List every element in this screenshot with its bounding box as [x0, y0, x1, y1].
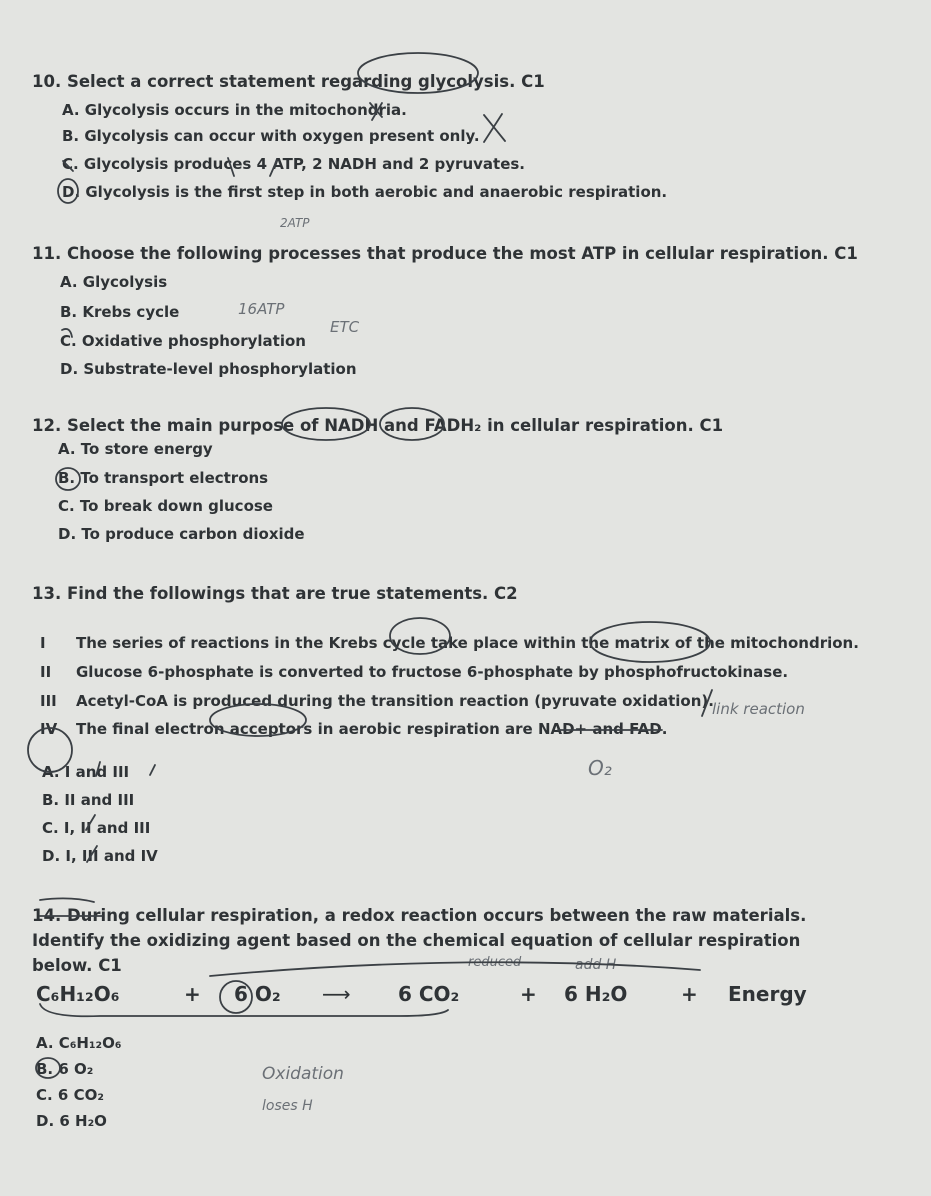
q12-option-a[interactable]: A. To store energy [58, 440, 213, 458]
equation-product-energy: Energy [728, 982, 807, 1006]
q12-option-d[interactable]: D. To produce carbon dioxide [58, 525, 305, 543]
question-11: 11. Choose the following processes that produce the most ATP in cellular respiration. C1 [32, 244, 858, 263]
statement-text: Acetyl-CoA is produced during the transition reaction (pyruvate oxidation). [76, 692, 714, 710]
handwritten-note: add H [575, 957, 617, 973]
q10-option-c[interactable]: C. Glycolysis produces 4 ATP, 2 NADH and 2 pyruvates. [62, 155, 525, 173]
statement-text: Glucose 6-phosphate is converted to fructose 6-phosphate by phosphofructokinase. [76, 663, 789, 681]
equation-plus: + [520, 982, 537, 1006]
handwritten-note: 2ATP [280, 216, 310, 230]
q10-option-d[interactable]: D. Glycolysis is the first step in both aerobic and anaerobic respiration. [62, 183, 668, 201]
q14-option-d[interactable]: D. 6 H₂O [36, 1112, 107, 1130]
q12-option-b[interactable]: B. To transport electrons [58, 469, 269, 487]
q13-statement-4 [40, 720, 667, 738]
equation-reactant-oxygen: 6 O₂ [234, 982, 281, 1006]
equation-reactant-glucose: C₆H₁₂O₆ [36, 982, 120, 1006]
statement-number: IV [40, 720, 58, 738]
ink-mark [150, 765, 155, 775]
q13-statement-2 [40, 663, 788, 681]
equation-plus: + [184, 982, 201, 1006]
statement-text: The final electron acceptors in aerobic respiration are NAD+ and FAD. [76, 720, 668, 738]
handwritten-note: Oxidation [262, 1064, 344, 1084]
q13-statement-1 [40, 634, 859, 652]
question-13: 13. Find the followings that are true statements. C2 [32, 584, 518, 603]
q11-option-d[interactable]: D. Substrate-level phosphorylation [60, 360, 357, 378]
q12-option-c[interactable]: C. To break down glucose [58, 497, 273, 515]
q13-option-c[interactable]: C. I, II and III [42, 819, 151, 837]
ink-cross [484, 114, 505, 142]
equation-arrow: ⟶ [322, 982, 351, 1006]
q14-option-c[interactable]: C. 6 CO₂ [36, 1086, 104, 1104]
statement-number: I [40, 634, 46, 652]
q13-option-b[interactable]: B. II and III [42, 791, 135, 809]
equation-product-co2: 6 CO₂ [398, 982, 460, 1006]
handwritten-note: reduced [468, 955, 522, 970]
q13-option-d[interactable]: D. I, III and IV [42, 847, 158, 865]
question-12: 12. Select the main purpose of NADH and FADH₂ in cellular respiration. C1 [32, 416, 724, 435]
q13-option-a[interactable]: A. I and III [42, 763, 130, 781]
question-14: 14. During cellular respiration, a redox reaction occurs between the raw materials. Identify the oxidizing agent based on the chemical equation of cellular respiration below. C1 [32, 906, 807, 975]
q14-option-b[interactable]: B. 6 O₂ [36, 1060, 94, 1078]
q10-option-a[interactable]: A. Glycolysis occurs in the mitochondria. [62, 101, 407, 119]
question-10: 10. Select a correct statement regarding glycolysis. C1 [32, 72, 545, 91]
chemical-equation [36, 982, 836, 1022]
handwritten-note: ETC [330, 318, 360, 336]
q11-option-b[interactable]: B. Krebs cycle [60, 303, 180, 321]
handwritten-note: 16ATP [238, 300, 285, 318]
q11-option-c[interactable]: C. Oxidative phosphorylation [60, 332, 306, 350]
handwritten-note: loses H [262, 1098, 313, 1114]
q11-option-a[interactable]: A. Glycolysis [60, 273, 168, 291]
ink-mark [40, 898, 94, 902]
q10-option-b[interactable]: B. Glycolysis can occur with oxygen present only. [62, 127, 480, 145]
statement-number: III [40, 692, 57, 710]
q14-option-a[interactable]: A. C₆H₁₂O₆ [36, 1034, 122, 1052]
statement-number: II [40, 663, 52, 681]
handwritten-note: link reaction [712, 700, 805, 718]
statement-text: The series of reactions in the Krebs cycle take place within the matrix of the mitochondrion. [76, 634, 859, 652]
handwritten-note: O₂ [588, 756, 612, 780]
q13-statement-3 [40, 692, 714, 710]
equation-product-water: 6 H₂O [564, 982, 628, 1006]
equation-plus: + [681, 982, 698, 1006]
